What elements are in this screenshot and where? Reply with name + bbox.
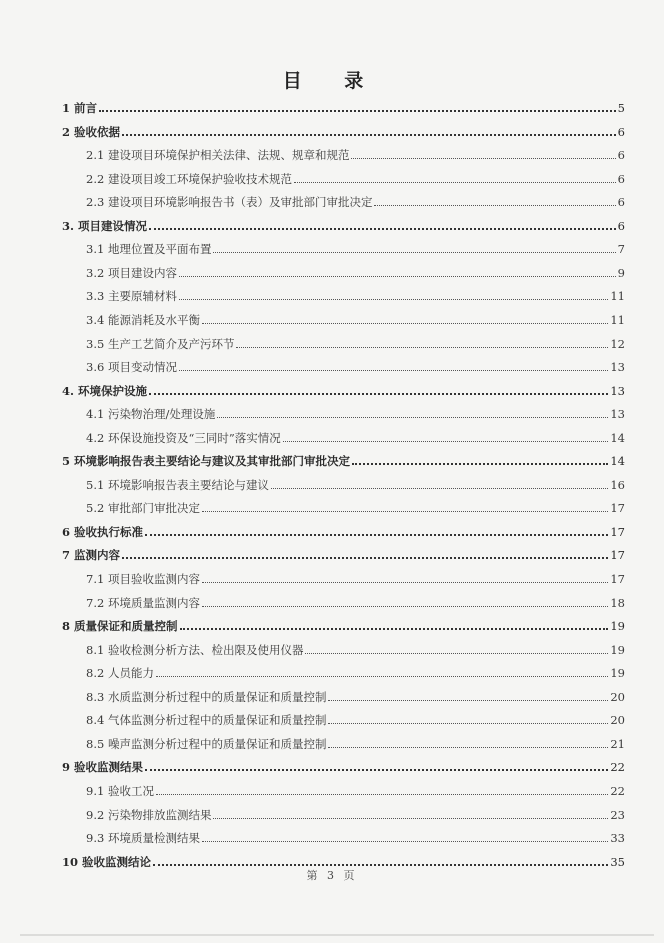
toc-entry-label: 3.6 项目变动情况: [86, 360, 177, 375]
toc-dot-leader: [202, 840, 608, 842]
toc-entry-page: 13: [610, 383, 625, 398]
toc-dot-leader: [236, 346, 608, 348]
toc-entry-label: 6 验收执行标准: [62, 524, 144, 539]
toc-dot-leader: [202, 605, 608, 607]
toc-entry-chapter: [62, 448, 625, 468]
toc-dot-leader: [202, 581, 608, 583]
toc-entry-section: [86, 425, 625, 445]
toc-entry-section: [86, 707, 625, 727]
toc-entry-label: 3.5 生产工艺简介及产污环节: [86, 336, 235, 351]
toc-dot-leader: [294, 181, 616, 183]
toc-entry-page: 11: [610, 312, 625, 327]
toc-entry-page: 14: [610, 430, 625, 445]
toc-dot-leader: [122, 133, 616, 136]
toc-entry-label: 5.2 审批部门审批决定: [86, 501, 200, 516]
toc-entry-page: 11: [610, 289, 625, 304]
toc-entry-page: 35: [610, 854, 625, 869]
toc-dot-leader: [352, 462, 608, 465]
toc-entry-label: 8.4 气体监测分析过程中的质量保证和质量控制: [86, 713, 327, 728]
toc-dot-leader: [374, 204, 615, 206]
toc-entry-page: 22: [610, 760, 625, 775]
toc-entry-page: 9: [617, 265, 625, 280]
toc-entry-page: 6: [617, 218, 625, 233]
toc-dot-leader: [153, 863, 608, 866]
toc-dot-leader: [305, 652, 608, 654]
toc-entry-label: 9.1 验收工况: [86, 783, 154, 798]
toc-entry-page: 21: [610, 736, 625, 751]
page-title: 目 录: [282, 70, 382, 92]
toc-dot-leader: [149, 227, 616, 230]
toc-entry-page: 17: [610, 524, 625, 539]
toc-dot-leader: [122, 556, 608, 559]
toc-entry-section: [86, 307, 625, 327]
toc-entry-section: [86, 354, 625, 374]
toc-entry-label: 10 验收监测结论: [62, 854, 152, 869]
toc-dot-leader: [351, 157, 615, 159]
toc-dot-leader: [99, 109, 616, 112]
toc-entry-label: 2.1 建设项目环境保护相关法律、法规、规章和规范: [86, 148, 350, 163]
toc-entry-page: 6: [617, 195, 625, 210]
toc-entry-label: 5 环境影响报告表主要结论与建议及其审批部门审批决定: [62, 454, 351, 469]
toc-entry-page: 23: [610, 807, 625, 822]
toc-dot-leader: [213, 817, 608, 819]
toc-entry-section: [86, 166, 625, 186]
toc-entry-label: 7.2 环境质量监测内容: [86, 595, 200, 610]
toc-entry-page: 6: [617, 124, 625, 139]
toc-entry-label: 2 验收依据: [62, 124, 121, 139]
toc-entry-section: [86, 189, 625, 209]
toc-entry-label: 4.1 污染物治理/处理设施: [86, 407, 216, 422]
toc-entry-section: [86, 637, 625, 657]
toc-entry-section: [86, 590, 625, 610]
toc-entry-chapter: [62, 378, 625, 398]
toc-entry-section: [86, 331, 625, 351]
toc-entry-page: 16: [610, 477, 625, 492]
toc-entry-section: [86, 401, 625, 421]
toc-entry-page: 6: [617, 148, 625, 163]
toc-entry-label: 2.2 建设项目竣工环境保护验收技术规范: [86, 171, 292, 186]
toc-entry-section: [86, 260, 625, 280]
toc-entry-label: 1 前言: [62, 101, 98, 115]
toc-entry-label: 3.4 能源消耗及水平衡: [86, 312, 200, 327]
toc-entry-page: 17: [610, 572, 625, 586]
toc-entry-chapter: [62, 95, 625, 115]
toc-dot-leader: [179, 275, 616, 277]
toc-entry-section: [86, 684, 625, 704]
toc-entry-section: [86, 566, 625, 586]
toc-dot-leader: [328, 722, 608, 724]
toc-dot-leader: [328, 746, 608, 748]
toc-entry-chapter: [62, 519, 625, 539]
toc-dot-leader: [156, 793, 608, 795]
toc-entry-chapter: [62, 213, 625, 233]
toc-entry-label: 3.2 项目建设内容: [86, 265, 177, 280]
toc-entry-chapter: [62, 542, 625, 562]
toc-entry-section: [86, 142, 625, 162]
toc-entry-page: 17: [610, 548, 625, 563]
toc-entry-section: [86, 802, 625, 822]
toc-entry-page: 7: [617, 242, 625, 257]
toc-entry-label: 7.1 项目验收监测内容: [86, 572, 200, 586]
toc-dot-leader: [145, 768, 608, 771]
toc-entry-page: 5: [617, 101, 625, 115]
toc-entry-page: 17: [610, 501, 625, 516]
toc-entry-page: 13: [610, 407, 625, 422]
toc-dot-leader: [179, 298, 608, 300]
toc-entry-label: 3. 项目建设情况: [62, 218, 148, 233]
toc-entry-label: 9 验收监测结果: [62, 760, 144, 775]
toc-entry-label: 4. 环境保护设施: [62, 383, 148, 398]
toc-entry-section: [86, 495, 625, 515]
toc-entry-section: [86, 472, 625, 492]
toc-dot-leader: [202, 510, 608, 512]
toc-entry-label: 8.5 噪声监测分析过程中的质量保证和质量控制: [86, 736, 327, 751]
toc-entry-label: 8.1 验收检测分析方法、检出限及使用仪器: [86, 642, 304, 657]
toc-entry-section: [86, 825, 625, 845]
toc-entry-section: [86, 660, 625, 680]
toc-entry-label: 7 监测内容: [62, 548, 121, 563]
toc-entry-page: 13: [610, 360, 625, 375]
toc-entry-page: 19: [610, 642, 625, 657]
toc-dot-leader: [145, 533, 608, 536]
toc-dot-leader: [217, 416, 608, 418]
toc-dot-leader: [156, 675, 608, 677]
toc-dot-leader: [328, 699, 608, 701]
toc-entry-label: 5.1 环境影响报告表主要结论与建议: [86, 477, 269, 492]
toc-entry-chapter: [62, 613, 625, 633]
toc-entry-page: 19: [610, 666, 625, 681]
toc-entry-section: [86, 778, 625, 798]
toc-dot-leader: [271, 487, 608, 489]
toc-entry-chapter: [62, 754, 625, 774]
toc-entry-label: 4.2 环保设施投资及“三同时”落实情况: [86, 430, 281, 445]
toc-entry-label: 3.1 地理位置及平面布置: [86, 242, 212, 257]
toc-entry-page: 18: [610, 595, 625, 610]
toc-entry-page: 19: [610, 619, 625, 634]
toc-dot-leader: [180, 627, 609, 630]
toc-entry-page: 22: [610, 783, 625, 798]
toc-entry-chapter: [62, 119, 625, 139]
toc-entry-page: 12: [610, 336, 625, 351]
toc-entry-page: 6: [617, 171, 625, 186]
toc-entry-page: 20: [610, 689, 625, 704]
toc-dot-leader: [202, 322, 608, 324]
toc-entry-chapter: [62, 849, 625, 869]
toc-entry-section: [86, 731, 625, 751]
toc-dot-leader: [283, 440, 609, 442]
toc-entry-section: [86, 283, 625, 303]
toc-entry-page: 20: [610, 713, 625, 728]
toc-dot-leader: [179, 369, 608, 371]
toc-dot-leader: [149, 392, 608, 395]
toc-entry-section: [86, 236, 625, 256]
toc-entry-label: 9.2 污染物排放监测结果: [86, 807, 212, 822]
toc-entry-page: 33: [610, 831, 625, 846]
toc-dot-leader: [213, 251, 615, 253]
scan-edge: [20, 934, 654, 936]
toc-entry-label: 3.3 主要原辅材料: [86, 289, 177, 304]
toc-entry-label: 9.3 环境质量检测结果: [86, 831, 200, 846]
toc-entry-page: 14: [610, 454, 625, 469]
toc-entry-label: 8 质量保证和质量控制: [62, 619, 178, 634]
toc-entry-label: 2.3 建设项目环境影响报告书（表）及审批部门审批决定: [86, 195, 373, 210]
page-number: 第 3 页: [306, 869, 358, 882]
toc-entry-label: 8.2 人员能力: [86, 666, 154, 681]
toc-entry-label: 8.3 水质监测分析过程中的质量保证和质量控制: [86, 689, 327, 704]
